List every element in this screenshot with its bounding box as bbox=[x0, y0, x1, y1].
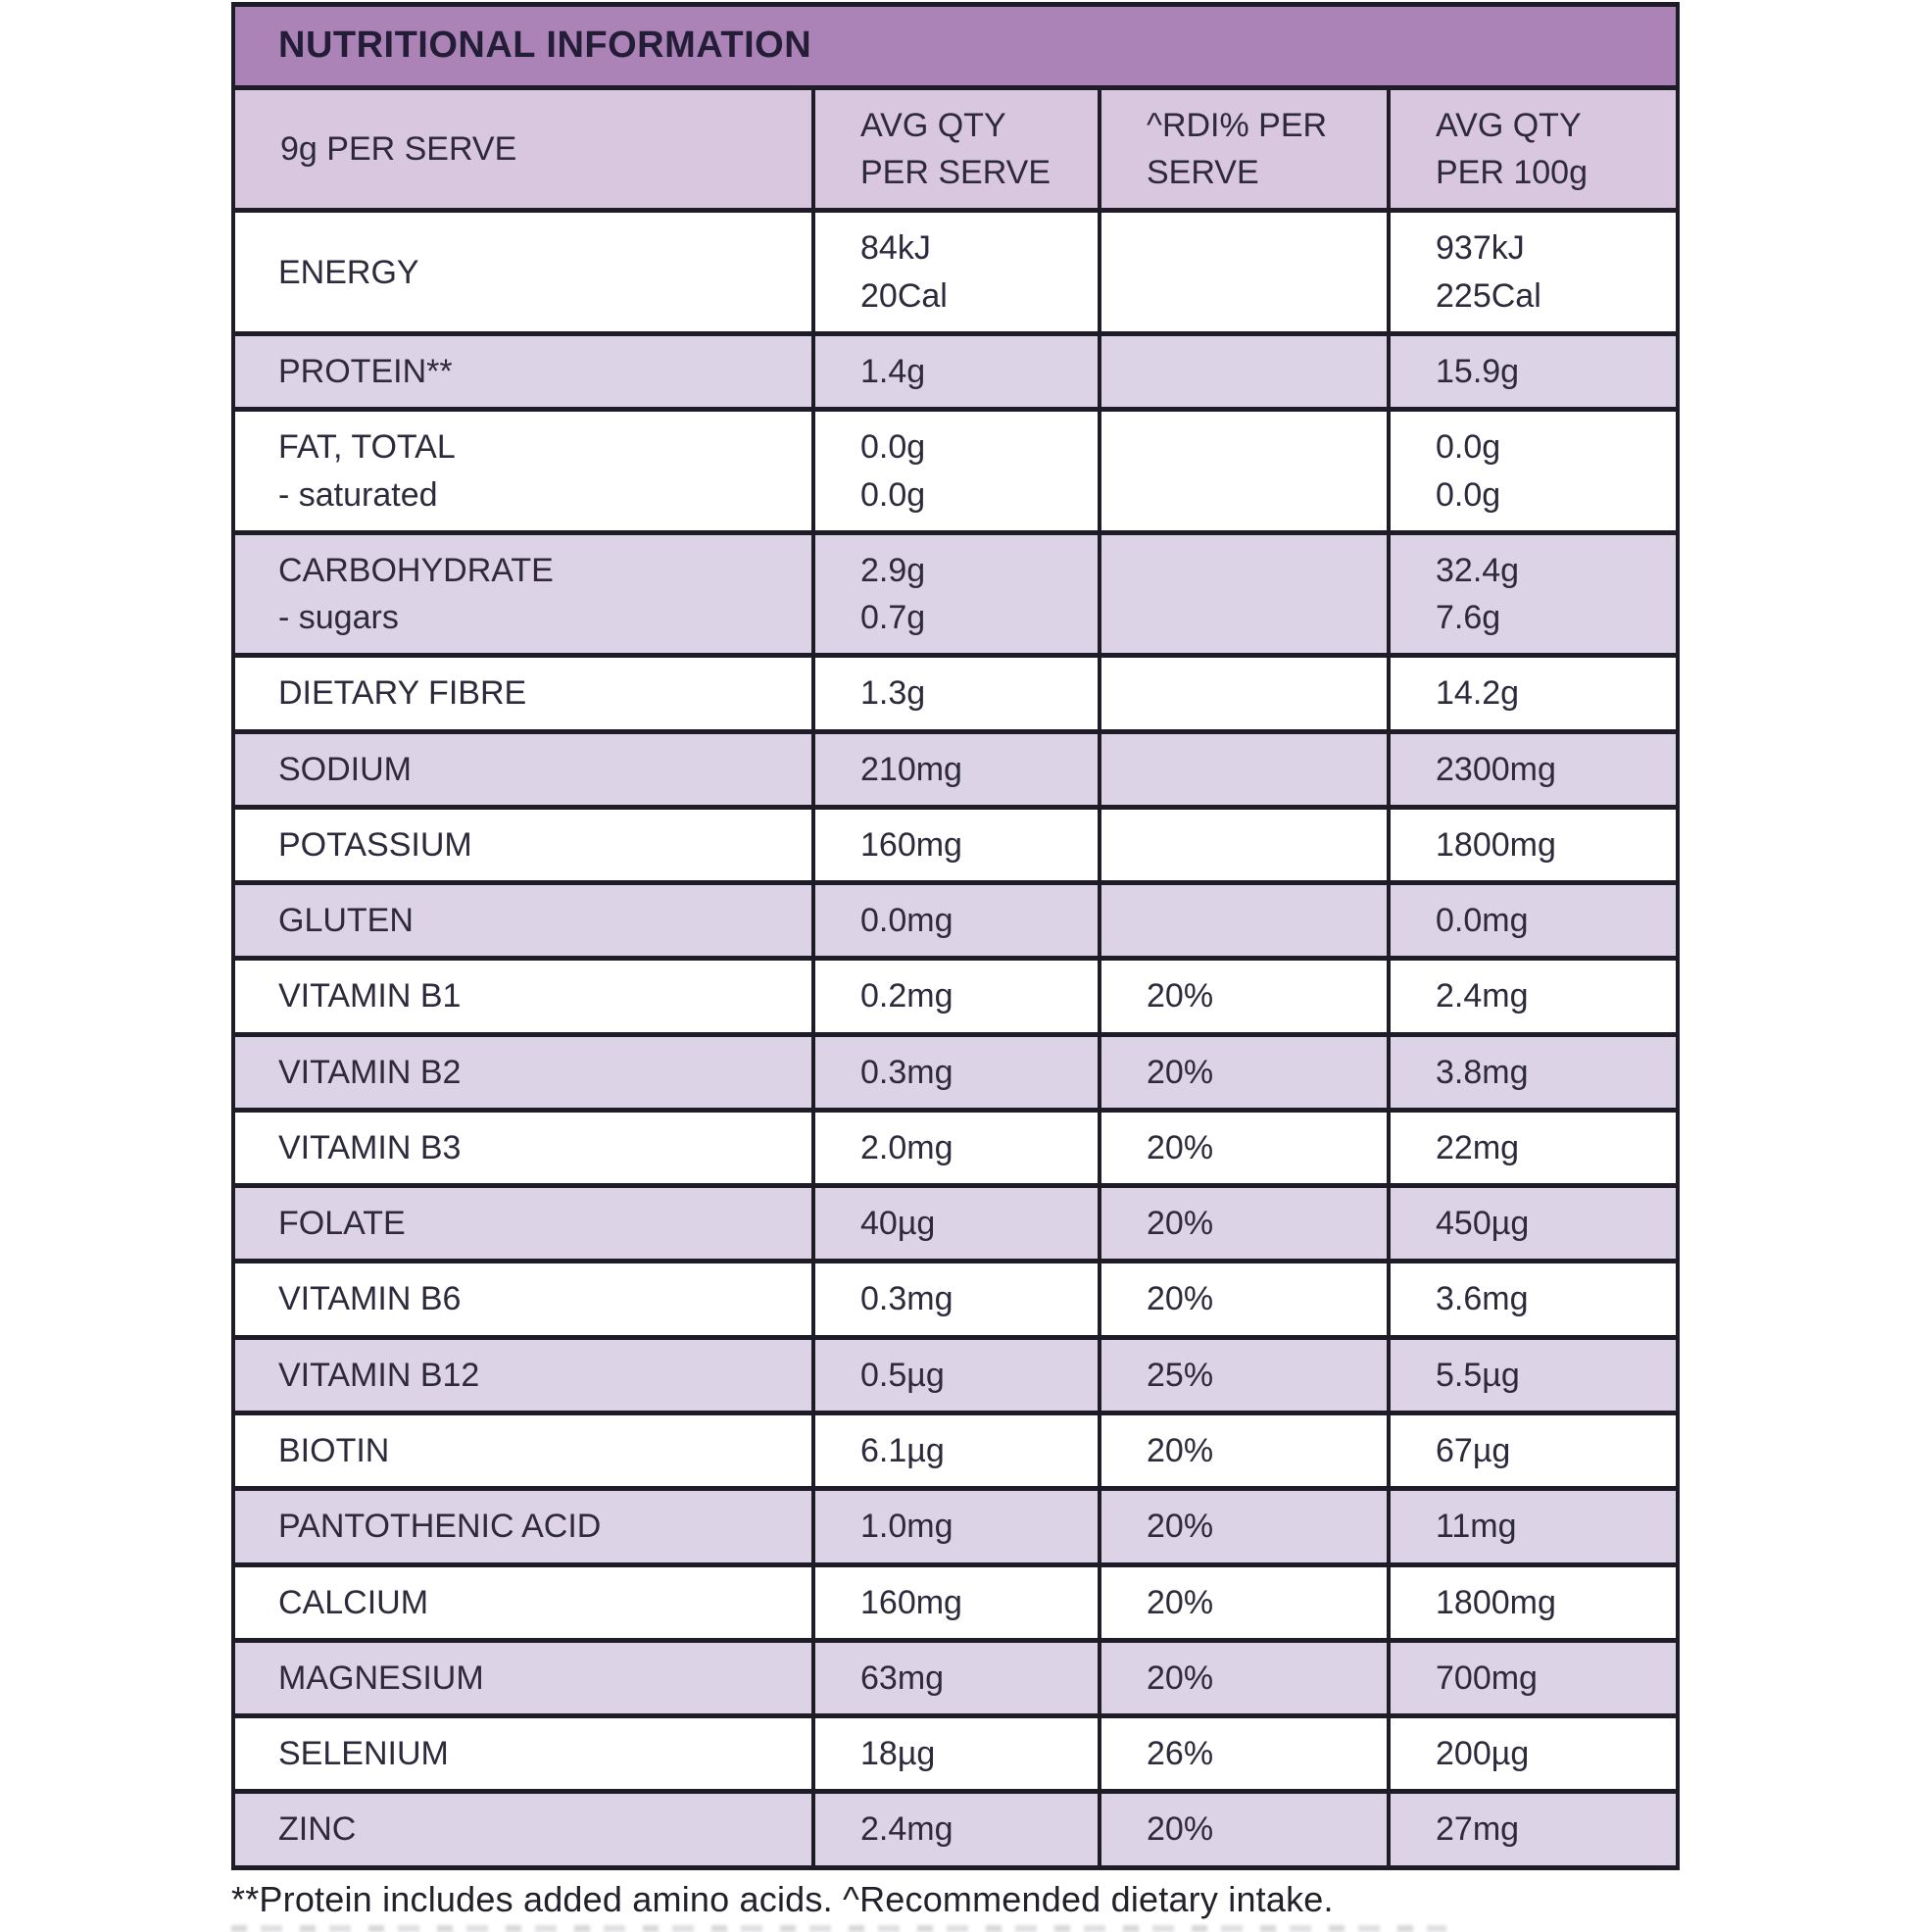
table-row bbox=[233, 959, 1678, 1034]
nutrient-name: BIOTIN bbox=[233, 1413, 813, 1489]
avg-qty-per-100g: 450µg bbox=[1389, 1186, 1678, 1262]
table-row bbox=[233, 807, 1678, 882]
table-row bbox=[233, 1564, 1678, 1640]
column-header-serving-size: 9g PER SERVE bbox=[233, 87, 813, 211]
rdi-per-serve: 20% bbox=[1100, 1564, 1389, 1640]
table-row bbox=[233, 1110, 1678, 1185]
avg-qty-per-100g: 11mg bbox=[1389, 1489, 1678, 1564]
avg-qty-per-100g: 3.6mg bbox=[1389, 1262, 1678, 1337]
table-row bbox=[233, 656, 1678, 731]
column-header-avg-qty-per-serve: AVG QTY PER SERVE bbox=[813, 87, 1100, 211]
avg-qty-per-serve: 2.0mg bbox=[813, 1110, 1100, 1185]
nutrient-name: VITAMIN B6 bbox=[233, 1262, 813, 1337]
rdi-per-serve: 20% bbox=[1100, 1792, 1389, 1867]
avg-qty-per-serve: 0.5µg bbox=[813, 1337, 1100, 1412]
nutrition-table bbox=[231, 2, 1680, 1870]
nutrient-name: PROTEIN** bbox=[233, 334, 813, 410]
nutrient-name: PANTOTHENIC ACID bbox=[233, 1489, 813, 1564]
rdi-per-serve: 20% bbox=[1100, 1034, 1389, 1110]
table-row bbox=[233, 1337, 1678, 1412]
table-row bbox=[233, 1034, 1678, 1110]
avg-qty-per-serve: 63mg bbox=[813, 1640, 1100, 1715]
avg-qty-per-serve: 0.0g 0.0g bbox=[813, 410, 1100, 533]
avg-qty-per-100g: 32.4g 7.6g bbox=[1389, 532, 1678, 656]
nutrient-name: ENERGY bbox=[233, 211, 813, 334]
table-row bbox=[233, 1186, 1678, 1262]
rdi-per-serve bbox=[1100, 334, 1389, 410]
avg-qty-per-100g: 937kJ 225Cal bbox=[1389, 211, 1678, 334]
nutrient-name: CALCIUM bbox=[233, 1564, 813, 1640]
avg-qty-per-100g: 3.8mg bbox=[1389, 1034, 1678, 1110]
avg-qty-per-100g: 5.5µg bbox=[1389, 1337, 1678, 1412]
rdi-per-serve: 20% bbox=[1100, 1186, 1389, 1262]
table-row bbox=[233, 532, 1678, 656]
nutrient-name: VITAMIN B2 bbox=[233, 1034, 813, 1110]
rdi-per-serve bbox=[1100, 410, 1389, 533]
rdi-per-serve: 20% bbox=[1100, 1640, 1389, 1715]
nutrient-name: DIETARY FIBRE bbox=[233, 656, 813, 731]
nutrient-name: POTASSIUM bbox=[233, 807, 813, 882]
nutrient-name: FOLATE bbox=[233, 1186, 813, 1262]
avg-qty-per-100g: 1800mg bbox=[1389, 807, 1678, 882]
nutrient-name: GLUTEN bbox=[233, 883, 813, 959]
rdi-per-serve bbox=[1100, 731, 1389, 807]
avg-qty-per-100g: 0.0mg bbox=[1389, 883, 1678, 959]
rdi-per-serve: 20% bbox=[1100, 959, 1389, 1034]
nutrient-name: VITAMIN B1 bbox=[233, 959, 813, 1034]
table-row bbox=[233, 410, 1678, 533]
rdi-per-serve bbox=[1100, 656, 1389, 731]
cutoff-text-artifact bbox=[231, 1925, 1446, 1932]
table-row bbox=[233, 1413, 1678, 1489]
nutrient-name: MAGNESIUM bbox=[233, 1640, 813, 1715]
nutrient-name: SODIUM bbox=[233, 731, 813, 807]
nutrient-name: SELENIUM bbox=[233, 1716, 813, 1792]
avg-qty-per-serve: 1.4g bbox=[813, 334, 1100, 410]
avg-qty-per-100g: 0.0g 0.0g bbox=[1389, 410, 1678, 533]
nutrient-name: VITAMIN B12 bbox=[233, 1337, 813, 1412]
footnote: **Protein includes added amino acids. ^Recommended dietary intake. bbox=[231, 1878, 1334, 1919]
avg-qty-per-100g: 22mg bbox=[1389, 1110, 1678, 1185]
rdi-per-serve: 20% bbox=[1100, 1489, 1389, 1564]
avg-qty-per-serve: 160mg bbox=[813, 807, 1100, 882]
nutrient-name: CARBOHYDRATE - sugars bbox=[233, 532, 813, 656]
avg-qty-per-100g: 67µg bbox=[1389, 1413, 1678, 1489]
nutrient-name: ZINC bbox=[233, 1792, 813, 1867]
column-header-row bbox=[233, 87, 1678, 211]
avg-qty-per-serve: 0.3mg bbox=[813, 1034, 1100, 1110]
avg-qty-per-serve: 1.3g bbox=[813, 656, 1100, 731]
avg-qty-per-serve: 0.2mg bbox=[813, 959, 1100, 1034]
avg-qty-per-serve: 1.0mg bbox=[813, 1489, 1100, 1564]
table-row bbox=[233, 1640, 1678, 1715]
avg-qty-per-serve: 40µg bbox=[813, 1186, 1100, 1262]
avg-qty-per-100g: 15.9g bbox=[1389, 334, 1678, 410]
table-row bbox=[233, 731, 1678, 807]
column-header-avg-qty-per-100g: AVG QTY PER 100g bbox=[1389, 87, 1678, 211]
rdi-per-serve bbox=[1100, 532, 1389, 656]
avg-qty-per-serve: 0.0mg bbox=[813, 883, 1100, 959]
rdi-per-serve bbox=[1100, 211, 1389, 334]
avg-qty-per-100g: 27mg bbox=[1389, 1792, 1678, 1867]
rdi-per-serve: 25% bbox=[1100, 1337, 1389, 1412]
avg-qty-per-100g: 700mg bbox=[1389, 1640, 1678, 1715]
rdi-per-serve bbox=[1100, 807, 1389, 882]
table-row bbox=[233, 1716, 1678, 1792]
avg-qty-per-100g: 14.2g bbox=[1389, 656, 1678, 731]
rdi-per-serve bbox=[1100, 883, 1389, 959]
avg-qty-per-serve: 2.4mg bbox=[813, 1792, 1100, 1867]
nutrient-name: VITAMIN B3 bbox=[233, 1110, 813, 1185]
avg-qty-per-100g: 2300mg bbox=[1389, 731, 1678, 807]
avg-qty-per-100g: 2.4mg bbox=[1389, 959, 1678, 1034]
column-header-rdi-per-serve: ^RDI% PER SERVE bbox=[1100, 87, 1389, 211]
title-row bbox=[233, 5, 1678, 88]
nutrient-name: FAT, TOTAL - saturated bbox=[233, 410, 813, 533]
avg-qty-per-serve: 210mg bbox=[813, 731, 1100, 807]
avg-qty-per-serve: 84kJ 20Cal bbox=[813, 211, 1100, 334]
rdi-per-serve: 20% bbox=[1100, 1110, 1389, 1185]
table-row bbox=[233, 334, 1678, 410]
avg-qty-per-serve: 0.3mg bbox=[813, 1262, 1100, 1337]
avg-qty-per-serve: 2.9g 0.7g bbox=[813, 532, 1100, 656]
rdi-per-serve: 20% bbox=[1100, 1413, 1389, 1489]
table-row bbox=[233, 1489, 1678, 1564]
avg-qty-per-serve: 6.1µg bbox=[813, 1413, 1100, 1489]
rdi-per-serve: 20% bbox=[1100, 1262, 1389, 1337]
avg-qty-per-serve: 160mg bbox=[813, 1564, 1100, 1640]
table-title: NUTRITIONAL INFORMATION bbox=[233, 5, 1678, 88]
table-row bbox=[233, 211, 1678, 334]
avg-qty-per-100g: 1800mg bbox=[1389, 1564, 1678, 1640]
avg-qty-per-serve: 18µg bbox=[813, 1716, 1100, 1792]
rdi-per-serve: 26% bbox=[1100, 1716, 1389, 1792]
table-row bbox=[233, 1262, 1678, 1337]
table-row bbox=[233, 883, 1678, 959]
table-row bbox=[233, 1792, 1678, 1867]
avg-qty-per-100g: 200µg bbox=[1389, 1716, 1678, 1792]
